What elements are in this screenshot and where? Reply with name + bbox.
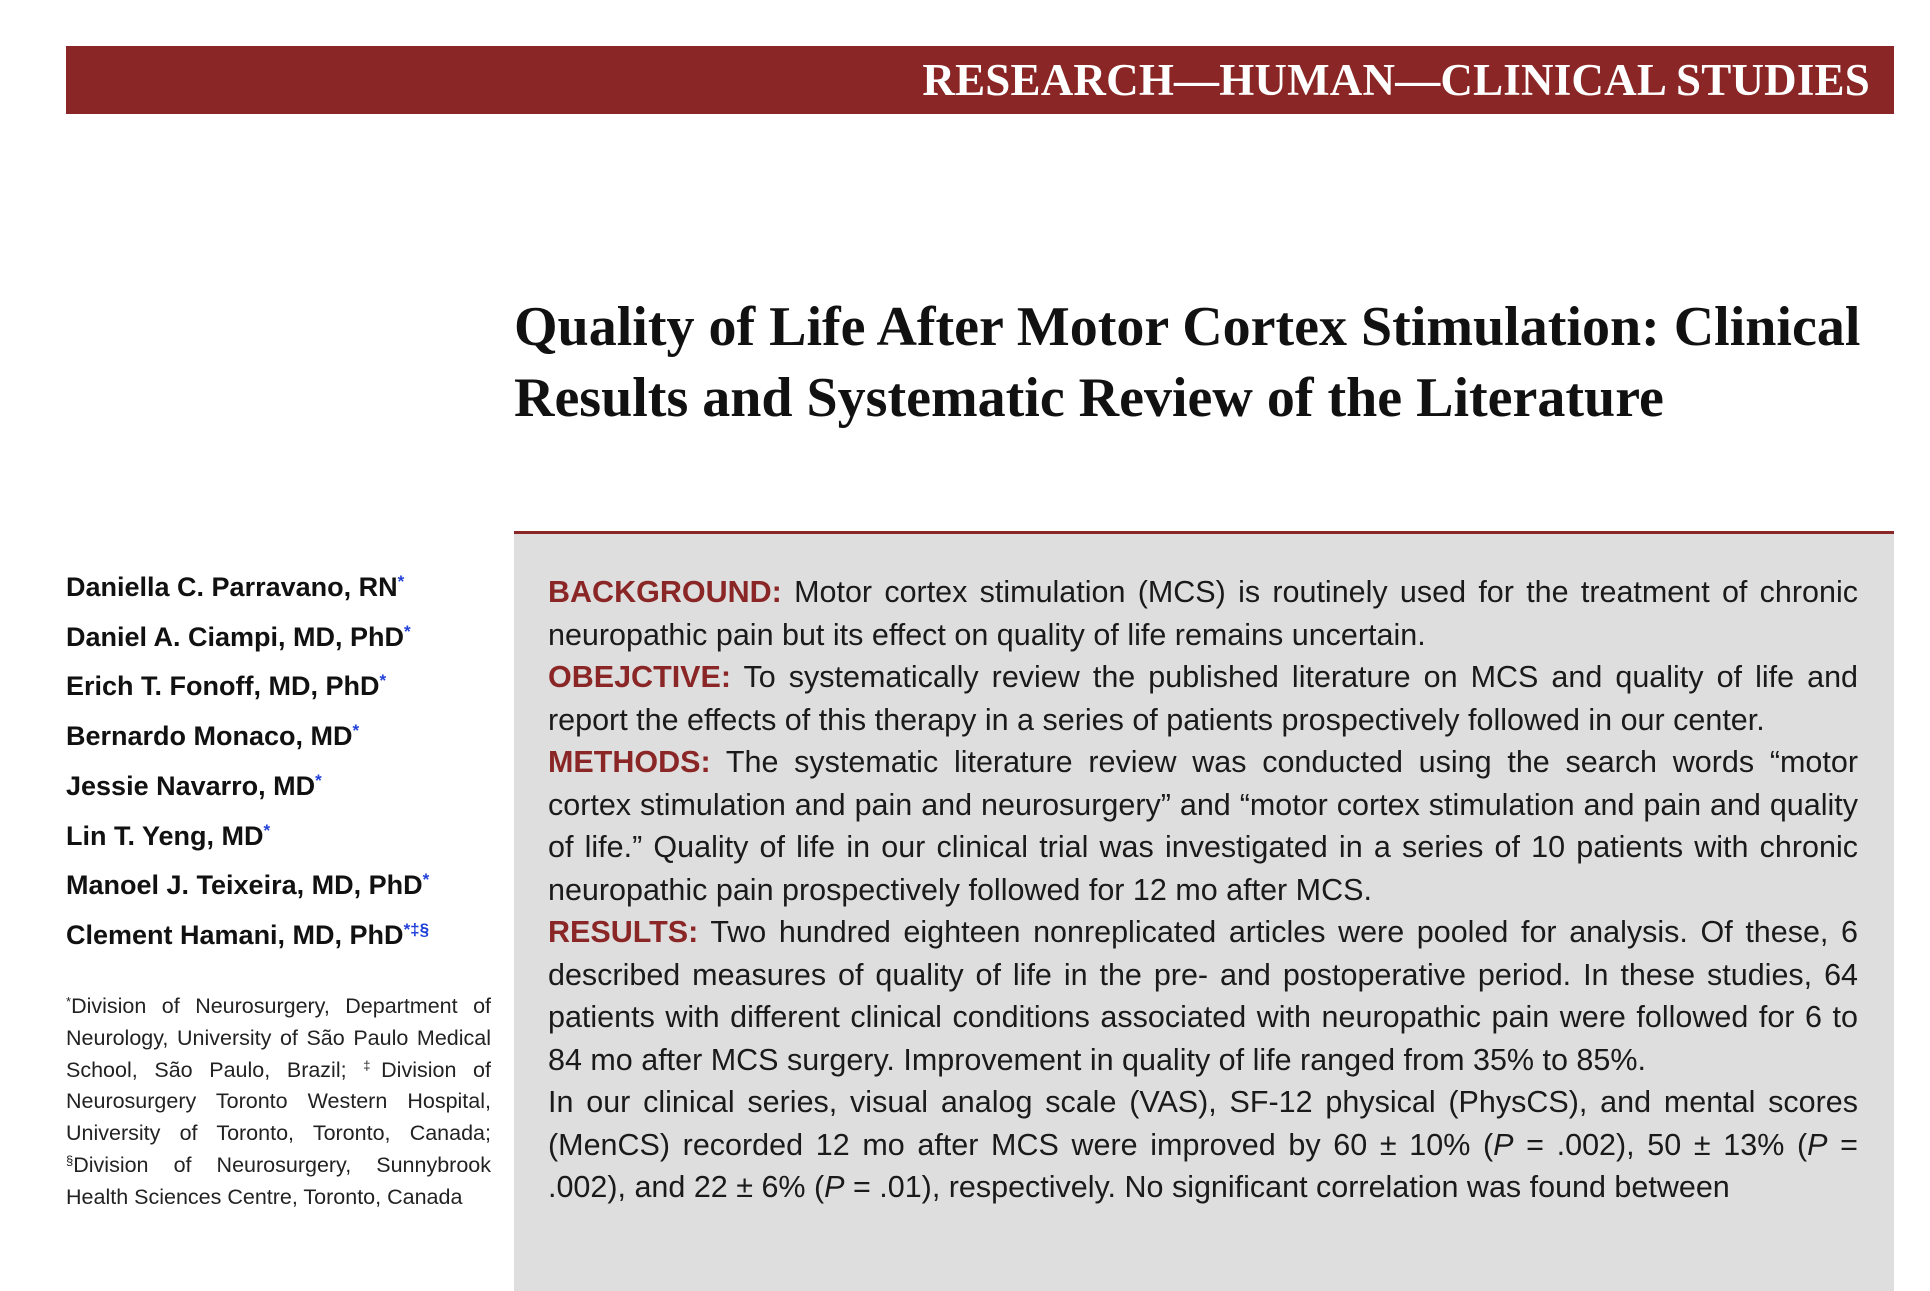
section-header-bar: [66, 46, 1894, 114]
section-label-results: RESULTS:: [548, 915, 699, 949]
author-item: [66, 762, 506, 812]
author-item: [66, 613, 506, 663]
abstract-clinical-series: [548, 1081, 1858, 1209]
author-item: [66, 563, 506, 613]
author-item: [66, 712, 506, 762]
p-value-symbol: P: [1493, 1127, 1514, 1162]
affiliation-mark[interactable]: *: [397, 572, 405, 591]
section-text: Motor cortex stimulation (MCS) is routinely used for the treatment of chronic neuropathic pain but its effect on quality of life remains uncertain.: [548, 575, 1858, 652]
abstract-background: [548, 571, 1858, 656]
affiliation-text: Division of Neurosurgery, Sunnybrook Health Sciences Centre, Toronto, Canada: [66, 1152, 491, 1209]
affiliation-mark: ‡: [363, 1057, 382, 1073]
p-value-symbol: P: [1807, 1127, 1828, 1162]
clinical-text: = .002), 50 ± 13% (: [1513, 1127, 1808, 1162]
section-text: The systematic literature review was conducted using the search words “motor cortex stimulation and pain and neurosurgery” and “motor cortex stimulation and pain and quality of life.” Quality of life in our clinical trial was investigated in a series of 10 patients with chronic neuropathic pain prospectively followed for 12 mo after MCS.: [548, 745, 1858, 907]
affiliation-mark[interactable]: *: [352, 721, 360, 741]
author-name: Jessie Navarro, MD: [66, 770, 316, 801]
article-title: Quality of Life After Motor Cortex Stimulation: Clinical Results and Systematic Review of the Literature: [514, 296, 1861, 429]
author-item: [66, 911, 506, 961]
affiliation-mark[interactable]: *: [422, 870, 430, 890]
section-label-background: BACKGROUND:: [548, 575, 782, 609]
section-label-objective: OBEJCTIVE:: [548, 660, 732, 694]
affiliations: [66, 991, 491, 1214]
affiliation-mark[interactable]: *: [315, 770, 322, 790]
author-name: Bernardo Monaco, MD: [66, 721, 353, 752]
affiliation-text: Division of Neurosurgery Toronto Western Hospital, University of Toronto, Toronto, Canada;: [66, 1057, 491, 1146]
affiliation-text: Division of Neurosurgery, Department of Neurology, University of São Paulo Medical School, São Paulo, Brazil;: [66, 994, 491, 1082]
author-name: Daniel A. Ciampi, MD, PhD: [66, 621, 405, 652]
author-name: Manoel J. Teixeira, MD, PhD: [66, 870, 423, 901]
affiliation-mark: §: [66, 1152, 74, 1168]
affiliation-mark: *: [66, 994, 72, 1009]
affiliation-mark[interactable]: *: [379, 671, 387, 691]
affiliation-mark[interactable]: *‡§: [403, 919, 430, 939]
abstract-methods: [548, 741, 1858, 911]
author-item: [66, 861, 506, 911]
clinical-text: In our clinical series, visual analog scale (VAS), SF-12 physical (PhysCS), and mental scores (MenCS) recorded 12 mo after MCS were improved by 60 ± 10% (: [548, 1085, 1858, 1162]
affiliation-mark[interactable]: *: [263, 820, 271, 840]
author-name: Clement Hamani, MD, PhD: [66, 919, 404, 950]
clinical-text: = .002), and 22 ± 6% (: [548, 1127, 1858, 1204]
section-text: Two hundred eighteen nonreplicated articles were pooled for analysis. Of these, 6 described measures of quality of life in the pre- and postoperative period. In these studies, 64 patients with different clinical conditions associated with neuropathic pain were followed for 6 to 84 mo after MCS surgery. Improvement in quality of life ranged from 35% to 85%.: [548, 915, 1858, 1077]
abstract-objective: [548, 656, 1858, 741]
abstract-box: [514, 531, 1894, 1291]
abstract-results: [548, 911, 1858, 1081]
p-value-symbol: P: [824, 1170, 845, 1204]
author-item: [66, 662, 506, 712]
affiliation-mark[interactable]: *: [404, 621, 411, 641]
clinical-text: = .01), respectively. No significant correlation was found between: [844, 1170, 1730, 1204]
section-label: RESEARCH—HUMAN—CLINICAL STUDIES: [922, 55, 1870, 105]
section-label-methods: METHODS:: [548, 745, 711, 779]
author-name: Daniella C. Parravano, RN: [66, 572, 398, 602]
section-text: To systematically review the published literature on MCS and quality of life and report the effects of this therapy in a series of patients prospectively followed in our center.: [548, 660, 1858, 737]
author-name: Lin T. Yeng, MD: [66, 820, 264, 851]
author-list: [66, 563, 506, 961]
author-item: [66, 812, 506, 862]
author-name: Erich T. Fonoff, MD, PhD: [66, 671, 380, 702]
